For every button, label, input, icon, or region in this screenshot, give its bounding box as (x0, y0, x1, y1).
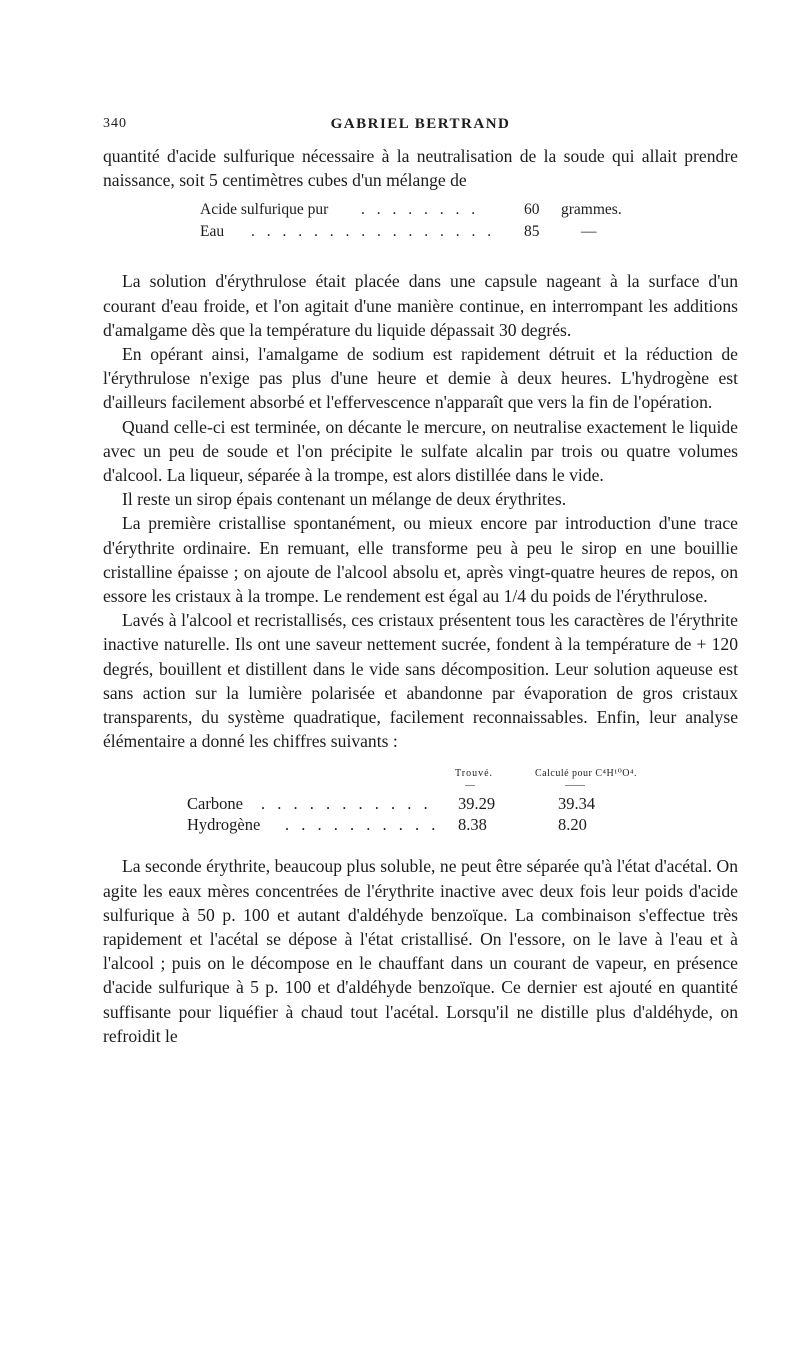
column-found-header: Trouvé. (455, 768, 494, 780)
paragraph-2: La solution d'érythrulose était placée dans une capsule nageant à la surface d'un courant d'eau froide, et l'on agitait d'une manière continue, en interrompant les additions d'amalgame dès que la température du liquide dépassait 30 degrés. (103, 271, 738, 340)
paragraph-6: La première cristallise spontanément, ou mieux encore par introduction d'une trace d'érythrite ordinaire. En remuant, elle transforme peu à peu le sirop en une bouillie cristalline épaisse ; on ajoute de l'alcool absolu et, après vingt-quatre heures de repos, on essore les cristaux à la trompe. Le rendement est égal au 1/4 du poids de l'érythrulose. (103, 513, 738, 607)
formula-leader-dots: . . . . . . . . . . . . . . . . (251, 223, 496, 241)
formula-row (103, 199, 738, 221)
page-number: 340 (103, 116, 127, 131)
document-page (103, 116, 738, 1048)
paragraph-4: Quand celle-ci est terminée, on décante le mercure, on neutralise exactement le liquide avec un peu de soude et l'on précipite le sulfate alcalin par trois ou quatre volumes d'alcool. La liqueur, séparée à la trompe, est alors distillée dans le vide. (103, 416, 738, 486)
element-name: Carbone (187, 794, 243, 814)
page-header (103, 116, 738, 144)
formula-amount: 85 (524, 223, 540, 241)
paragraph-3: En opérant ainsi, l'amalgame de sodium est rapidement détruit et la réduction de l'érythrulose n'exige pas plus d'une heure et demie à deux heures. L'hydrogène est d'ailleurs facilement absorbé et l'effervescence n'apparaît que vers la fin de l'opération. (103, 344, 738, 413)
formula-unit: grammes. (561, 201, 622, 219)
formula-ingredient: Eau (200, 223, 225, 241)
calculated-value: 8.20 (558, 815, 587, 835)
table-row (103, 793, 738, 814)
paragraph-7: Lavés à l'alcool et recristallisés, ces cristaux présentent tous les caractères de l'érythrite inactive naturelle. Ils ont une saveur nettement sucrée, fondent à la température de + 120 degrés, bouillent et distillent dans le vide sans décomposition. Leur solution aqueuse est sans action sur la lumière polarisée et abandonne par évaporation de gros cristaux transparents, du système quadratique, facilement reconnaissables. Enfin, leur analyse élémentaire a donné les chiffres suivants : (103, 610, 738, 752)
formula-unit: — (581, 223, 597, 241)
analysis-header (103, 763, 738, 779)
paragraph-8: La seconde érythrite, beaucoup plus soluble, ne peut être séparée qu'à l'état d'acétal. On agite les eaux mères concentrées de l'érythrite inactive avec deux fois leur poids d'acide sulfurique à 50 p. 100 et autant d'aldéhyde benzoïque. La combinaison s'effectue très rapidement et l'acétal se dépose à l'état cristallisé. On l'essore, on le lave à l'eau et à l'alcool ; puis on le décompose en le chauffant dans un courant de vapeur, en présence d'acide sulfurique à 5 p. 100 et d'aldéhyde benzoïque. Ce dernier est ajouté en quantité suffisante pour liquéfier à chaud tout l'acétal. Lorsqu'il ne distille plus d'aldéhyde, on refroidit le (103, 856, 738, 1046)
formula-ingredient: Acide sulfurique pur (200, 201, 329, 219)
column-calculated-header: Calculé pour C⁴H¹⁰O⁴. (535, 768, 637, 780)
mixture-formula (103, 199, 738, 243)
found-value: 8.38 (458, 815, 487, 835)
column-found-dash: — (465, 780, 475, 792)
table-row (103, 814, 738, 835)
formula-amount: 60 (524, 201, 540, 219)
analysis-header-rule (103, 779, 738, 793)
paragraph-5: Il reste un sirop épais contenant un mélange de deux érythrites. (122, 489, 567, 510)
column-calculated-dash: —— (565, 780, 585, 792)
leader-dots: . . . . . . . . . . . (261, 794, 432, 814)
element-name: Hydrogène (187, 815, 261, 835)
paragraph-1: quantité d'acide sulfurique nécessaire à la neutralisation de la soude qui allait prendre naissance, soit 5 centimètres cubes d'un mélange de (103, 146, 738, 191)
formula-leader-dots: . . . . . . . . (361, 201, 480, 219)
formula-row (103, 221, 738, 243)
running-title: GABRIEL BERTRAND (330, 116, 511, 132)
calculated-value: 39.34 (558, 794, 596, 814)
leader-dots: . . . . . . . . . . (285, 815, 440, 835)
analysis-table (103, 763, 738, 835)
found-value: 39.29 (458, 794, 496, 814)
